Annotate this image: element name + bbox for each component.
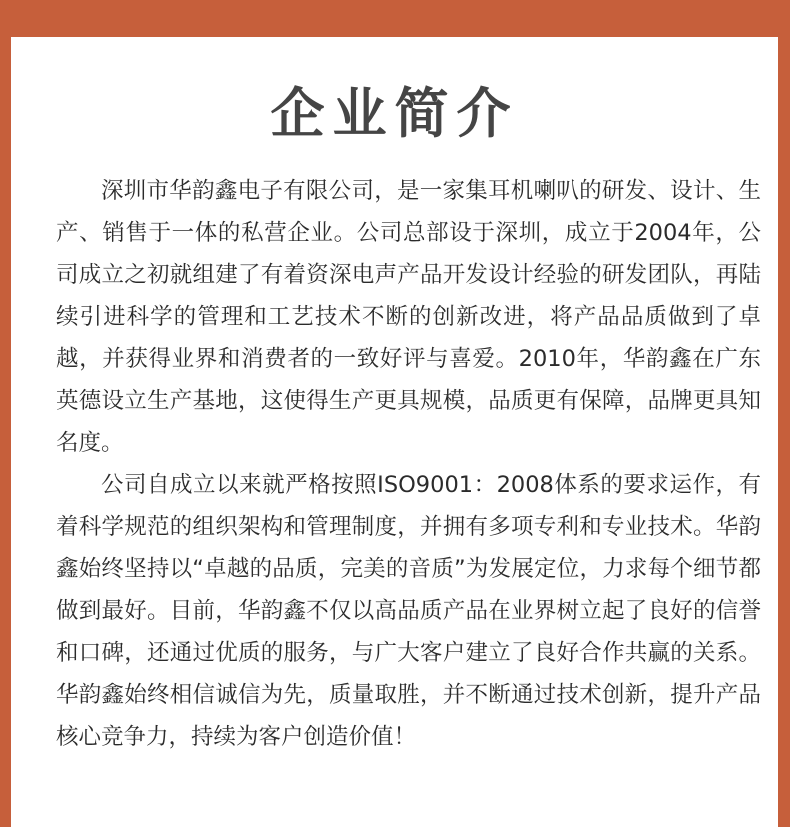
page-title: 企业简介 <box>270 82 519 145</box>
intro-paragraph-2: 公司自成立以来就严格按照ISO9001：2008体系的要求运作，有着科学规范的组织架构和管理制度，并拥有多项专利和专业技术。华韵鑫始终坚持以“卓越的品质，完美的音质”为发展定位，力求每个细节都做到最好。目前，华韵鑫不仅以高品质产品在业界树立起了良好的信誉和口碑，还通过优质的服务，与广大客户建立了良好合作共赢的关系。华韵鑫始终相信诚信为先，质量取胜，并不断通过技术创新，提升产品核心竞争力，持续为客户创造价值！ <box>56 472 761 750</box>
content-card <box>11 37 778 827</box>
intro-text <box>56 170 761 758</box>
intro-paragraph-1: 深圳市华韵鑫电子有限公司，是一家集耳机喇叭的研发、设计、生产、销售于一体的私营企业。公司总部设于深圳，成立于2004年，公司成立之初就组建了有着资深电声产品开发设计经验的研发团队，再陆续引进科学的管理和工艺技术不断的创新改进，将产品品质做到了卓越，并获得业界和消费者的一致好评与喜爱。2010年，华韵鑫在广东英德设立生产基地，这使得生产更具规模，品质更有保障，品牌更具知名度。 <box>56 178 761 456</box>
